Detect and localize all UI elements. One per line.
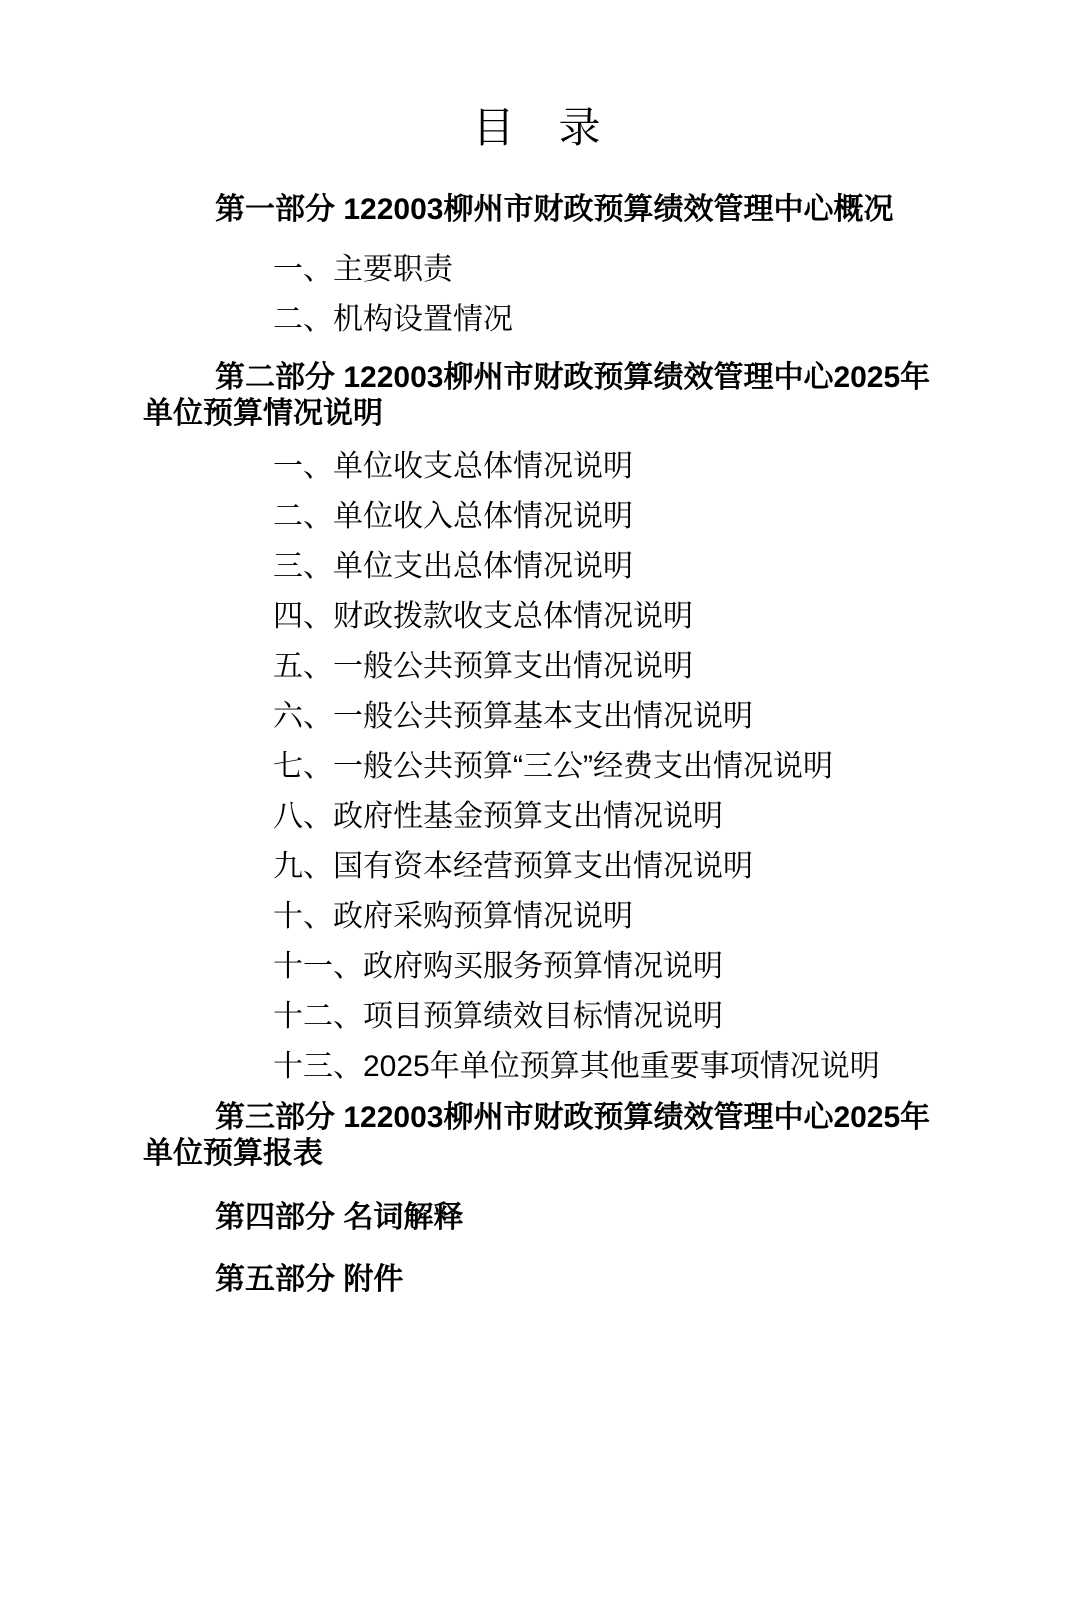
toc-item: 八、政府性基金预算支出情况说明 — [273, 800, 723, 833]
section-heading-part1: 第一部分 122003柳州市财政预算绩效管理中心概况 — [215, 193, 894, 226]
section-heading-part2: 第二部分 122003柳州市财政预算绩效管理中心2025年单位预算情况说明 — [143, 361, 931, 430]
toc-item: 一、主要职责 — [273, 253, 453, 286]
toc-items-part2 — [143, 442, 931, 1092]
toc-items-part1 — [143, 245, 931, 345]
toc-item: 六、一般公共预算基本支出情况说明 — [273, 700, 753, 733]
toc-item: 一、单位收支总体情况说明 — [273, 450, 633, 483]
toc-item: 四、财政拨款收支总体情况说明 — [273, 600, 693, 633]
toc-item: 九、国有资本经营预算支出情况说明 — [273, 850, 753, 883]
toc-item: 七、一般公共预算“三公”经费支出情况说明 — [273, 750, 833, 783]
toc-item: 十、政府采购预算情况说明 — [273, 900, 633, 933]
toc-item: 二、单位收入总体情况说明 — [273, 500, 633, 533]
toc-item: 二、机构设置情况 — [273, 303, 513, 336]
section-heading-part5: 第五部分 附件 — [215, 1263, 404, 1296]
toc-item: 十二、项目预算绩效目标情况说明 — [273, 1000, 723, 1033]
section-heading-part3: 第三部分 122003柳州市财政预算绩效管理中心2025年单位预算报表 — [143, 1101, 931, 1170]
document-page — [0, 104, 1074, 1624]
toc-item: 三、单位支出总体情况说明 — [273, 550, 633, 583]
page-title: 目 录 — [472, 104, 602, 151]
toc-item: 五、一般公共预算支出情况说明 — [273, 650, 693, 683]
toc-item: 十三、2025年单位预算其他重要事项情况说明 — [273, 1050, 880, 1083]
toc-item: 十一、政府购买服务预算情况说明 — [273, 950, 723, 983]
section-heading-part4: 第四部分 名词解释 — [215, 1201, 464, 1234]
